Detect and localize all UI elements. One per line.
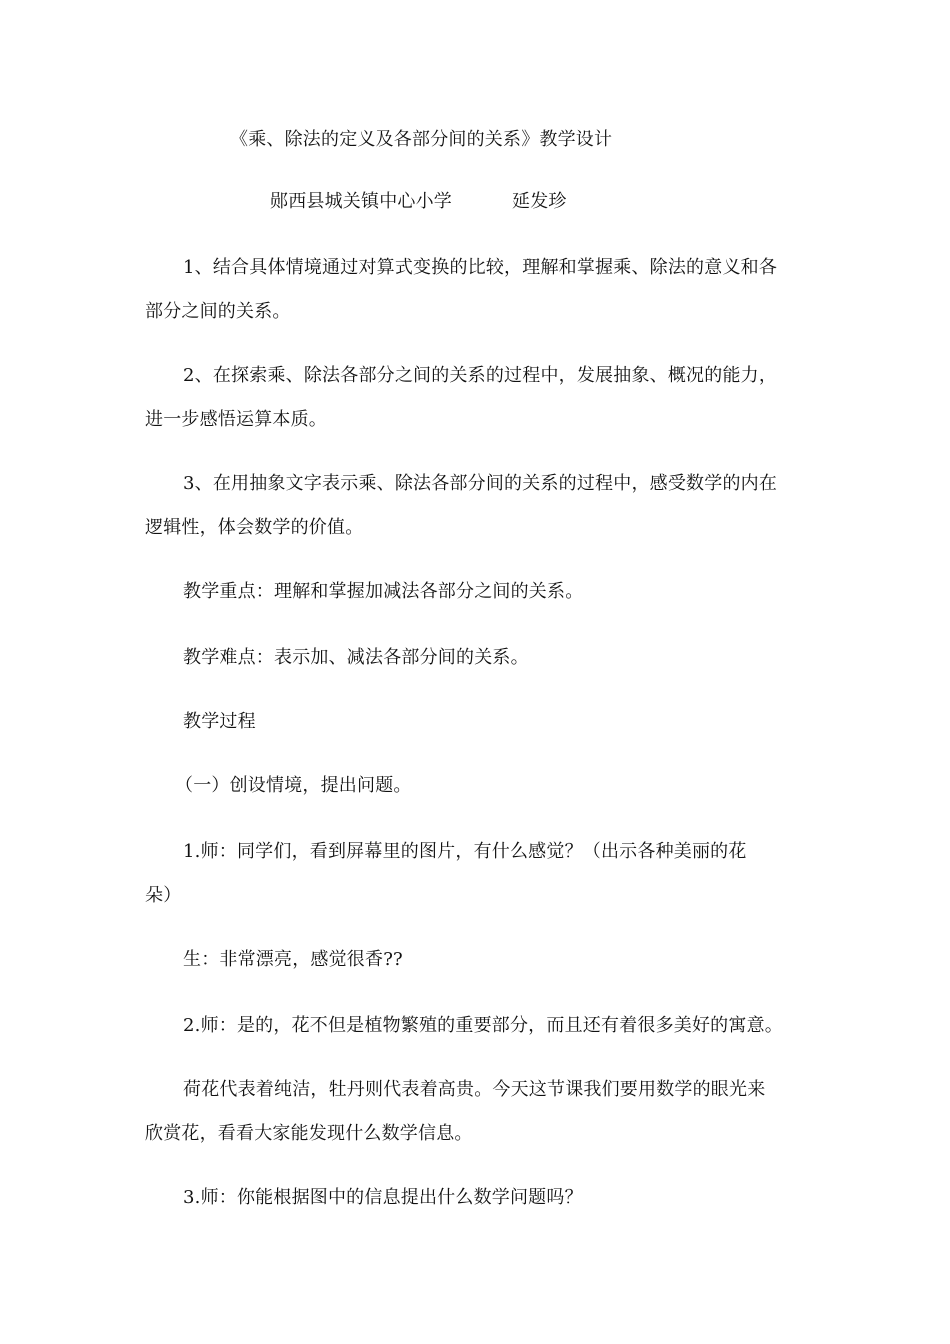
teaching-difficulty: 教学难点：表示加、减法各部分间的关系。 bbox=[183, 647, 529, 668]
teacher-statement-2-line-2: 荷花代表着纯洁，牡丹则代表着高贵。今天这节课我们要用数学的眼光来 bbox=[183, 1079, 766, 1100]
section-1-heading: （一）创设情境，提出问题。 bbox=[175, 775, 412, 796]
teacher-statement-2: 2.师：是的，花不但是植物繁殖的重要部分，而且还有着很多美好的寓意。 bbox=[183, 1015, 783, 1036]
teacher-statement-2-line-3: 欣赏花，看看大家能发现什么数学信息。 bbox=[145, 1123, 473, 1144]
objective-1-line-1: 1、结合具体情境通过对算式变换的比较，理解和掌握乘、除法的意义和各 bbox=[183, 257, 778, 278]
document-title: 《乘、除法的定义及各部分间的关系》教学设计 bbox=[230, 129, 613, 150]
author-name: 延发珍 bbox=[512, 191, 567, 212]
school-name: 郧西县城关镇中心小学 bbox=[270, 191, 452, 212]
objective-2-line-1: 2、在探索乘、除法各部分之间的关系的过程中，发展抽象、概况的能力， bbox=[183, 365, 778, 386]
objective-3-line-1: 3、在用抽象文字表示乘、除法各部分间的关系的过程中，感受数学的内在 bbox=[183, 473, 778, 494]
teaching-focus: 教学重点：理解和掌握加减法各部分之间的关系。 bbox=[183, 581, 584, 602]
author-line bbox=[270, 190, 567, 214]
objective-2-line-2: 进一步感悟运算本质。 bbox=[145, 409, 327, 430]
teaching-process-heading: 教学过程 bbox=[183, 711, 256, 732]
student-answer: 生：非常漂亮，感觉很香?? bbox=[183, 949, 403, 970]
objective-1-line-2: 部分之间的关系。 bbox=[145, 301, 291, 322]
teacher-question-1-line-1: 1.师：同学们，看到屏幕里的图片，有什么感觉？（出示各种美丽的花 bbox=[183, 841, 747, 862]
teacher-question-1-line-2: 朵） bbox=[145, 885, 182, 906]
objective-3-line-2: 逻辑性，体会数学的价值。 bbox=[145, 517, 364, 538]
teacher-question-3: 3.师：你能根据图中的信息提出什么数学问题吗？ bbox=[183, 1187, 583, 1208]
